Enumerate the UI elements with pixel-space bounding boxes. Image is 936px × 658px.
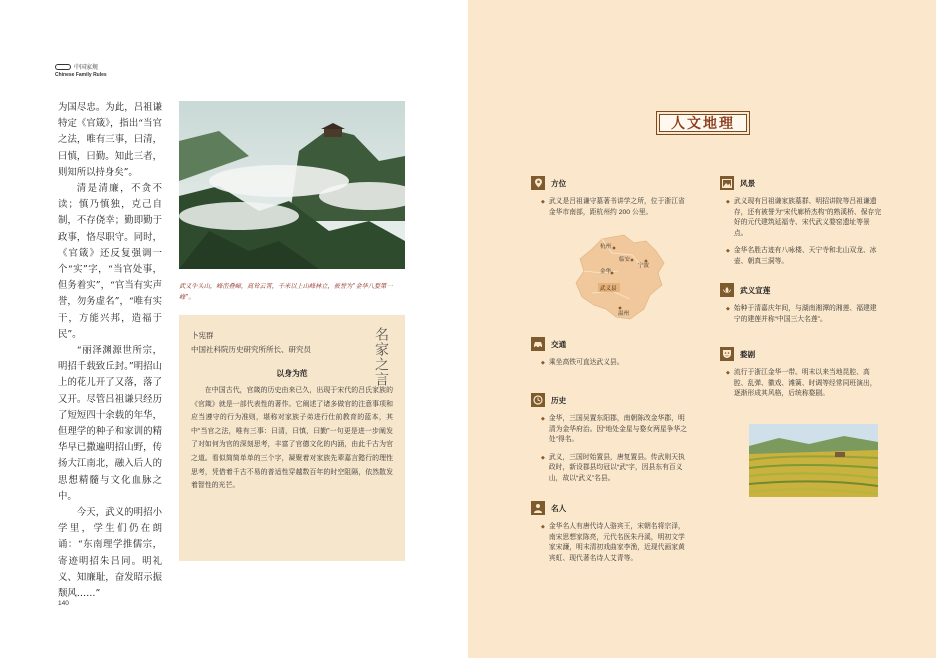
landscape-icon [720, 176, 734, 190]
section-scenery [720, 176, 882, 268]
section-label: 名人 [551, 503, 567, 513]
section-transport [531, 337, 691, 369]
section-item: ◆ 始种于清嘉庆年间，与湖南湘潭的湘莲、福建建宁的建莲并称“中国三大名莲”。 [726, 304, 882, 325]
section-label: 婺剧 [740, 349, 756, 359]
car-icon [531, 337, 545, 351]
bullet-icon: ◆ [541, 199, 545, 205]
section-item: ◆ 金华名人有唐代诗人骆宾王，宋朝名将宗泽，南宋思想家陈亮，元代名医朱丹溪，明初文学家宋濂，明末清初戏曲家李渔，近现代画家黄宾虹、现代著名诗人艾青等。 [541, 522, 691, 564]
running-header [55, 62, 107, 78]
header-brand-en: Chinese Family Rules [55, 72, 107, 78]
section-item: ◆ 武义，三国时始置县，唐复置县。传武则天执政时，新设郡县均冠以“武”字，因县东有百义山，故以“武义”名县。 [541, 453, 691, 485]
section-label: 方位 [551, 178, 567, 188]
section-label: 历史 [551, 395, 567, 405]
quote-title: 以身为范 [276, 369, 308, 378]
location-pin-icon [531, 176, 545, 190]
clock-icon [531, 393, 545, 407]
body-paragraph: 清是清廉，不贪不读；慎乃慎独，克己自制，不存侥幸；勤即勤于政事，恪尽职守。同时，《官箴》还反复强调一个“实”字，“当官处事，但务着实”，“官当有实声誉，勿务虚名”，“唯有实干，方能兴邦，造福于民”。 [58, 183, 162, 340]
theater-mask-icon [720, 347, 734, 361]
section-item: ◆ 武义是吕祖谦守墓著书讲学之所，位于浙江省金华市南部，距杭州约 200 公里。 [541, 197, 691, 218]
quote-box [179, 315, 405, 561]
map-label-wenzhou: 温州 [618, 311, 630, 317]
zhejiang-map [572, 233, 668, 323]
map-label-wuyi: 武义县 [600, 286, 617, 292]
bullet-icon: ◆ [726, 306, 730, 312]
quote-text: 在中国古代，官箴的历史由来已久，出现于宋代的吕氏家族的《官箴》就是一部代表性的著作。它阐述了诸多做官的注意事项和应当遵守的行为准则，堪称对家族子弟进行仕前教育的蓝本，其中“当官之法，唯有三事：曰清，曰慎，曰勤”一句更是进一步阐发了对如何为官的深刻思考，丰富了官德文化的内涵，由此千古为官之道。看似简简单单的三个字，凝聚着对家族先辈嘉言懿行的理性思考，凭借着千古不易的普适性穿越数百年的时空阻隔，依然散发着智性的光芒。 [191, 387, 393, 490]
photo-caption: 武义牛头山，峰峦叠嶂，高耸云霄，千米以上山峰林立，被誉为“金华八婺第一峰”。 [179, 283, 393, 301]
page-number: 140 [58, 600, 69, 607]
section-item: ◆ 金华名胜古迹有八咏楼、天宁寺和北山双龙、冰壶、朝真三洞等。 [726, 246, 882, 267]
map-label-ningbo: 宁波 [638, 263, 650, 269]
section-lotus [720, 283, 882, 325]
body-text [58, 100, 162, 602]
section-item: ◆ 金华，三国吴置东阳郡，南朝陈改金华郡，明清为金华府治。因“地处金星与婺女两星争华之处”得名。 [541, 414, 691, 446]
header-brand: 中国家规 [74, 64, 99, 71]
page-title: 人文地理 [659, 114, 747, 132]
bullet-icon: ◆ [726, 199, 730, 205]
mountain-photo-illustration [179, 101, 405, 269]
lotus-icon [720, 283, 734, 297]
quote-author-title: 中国社科院历史研究所所长、研究员 [191, 345, 311, 354]
bullet-icon: ◆ [541, 416, 545, 422]
map-label-jinhua: 金华 [600, 269, 612, 275]
book-logo-icon [55, 64, 71, 70]
quote-seal: 名家之言 [373, 327, 389, 387]
section-location [531, 176, 691, 218]
terrace-photo [749, 424, 878, 497]
bullet-icon: ◆ [726, 248, 730, 255]
section-history [531, 393, 691, 485]
section-item: ◆ 武义现有吕祖谦家族墓群、明招讲院等吕祖谦遗存，还有被誉为“宋代廊桥杰构”的熟溪桥、保存完好的元代建筑延福寺、宋代武义婺窑遗址等景点。 [726, 197, 882, 239]
map-label-linan: 临安 [619, 257, 631, 263]
section-label: 武义宣莲 [740, 285, 771, 295]
quote-author: 卜宪群 [191, 331, 214, 340]
section-label: 交通 [551, 339, 567, 349]
bullet-icon: ◆ [541, 524, 545, 530]
header-logo [55, 62, 107, 71]
body-paragraph: 今天，武义的明招小学里，学生们仍在朗诵：“东南理学推儒宗，寄迹明招朱吕同。明礼义、知廉耻，奋发昭示振颓风……” [58, 507, 162, 600]
bullet-icon: ◆ [726, 370, 730, 376]
section-opera [720, 347, 882, 400]
section-label: 风景 [740, 178, 756, 188]
map-label-hangzhou: 杭州 [600, 244, 612, 250]
section-item: ◆ 流行于浙江金华一带。明末以来当地昆腔、高腔、乱弹、徽戏、滩簧、时调等经常同班演出，逐渐形成其风格，后统称婺剧。 [726, 368, 882, 400]
title-frame [656, 111, 750, 135]
mountain-photo [179, 101, 405, 269]
bullet-icon: ◆ [541, 360, 545, 366]
map-province-shape [576, 235, 664, 319]
section-item: ◆ 乘坐高铁可直达武义县。 [541, 358, 691, 369]
person-icon [531, 501, 545, 515]
bullet-icon: ◆ [541, 454, 545, 461]
body-paragraph: 为国尽忠。为此，吕祖谦特定《官箴》，指出“当官之法，唯有三事，曰清，曰慎，曰勤。知此三者，则知所以持身矣”。 [58, 102, 162, 178]
body-paragraph: “丽泽渊源世所宗，明招千载致丘封。”明招山上的花儿开了又落，落了又开。尽管吕祖谦只经历了短短四十余载的年华，但理学的种子和家训的精华早已撒遍明招山野，传扬大江南北，融入后人的思想精髓与文化血脉之中。 [58, 345, 162, 502]
section-people [531, 501, 691, 564]
